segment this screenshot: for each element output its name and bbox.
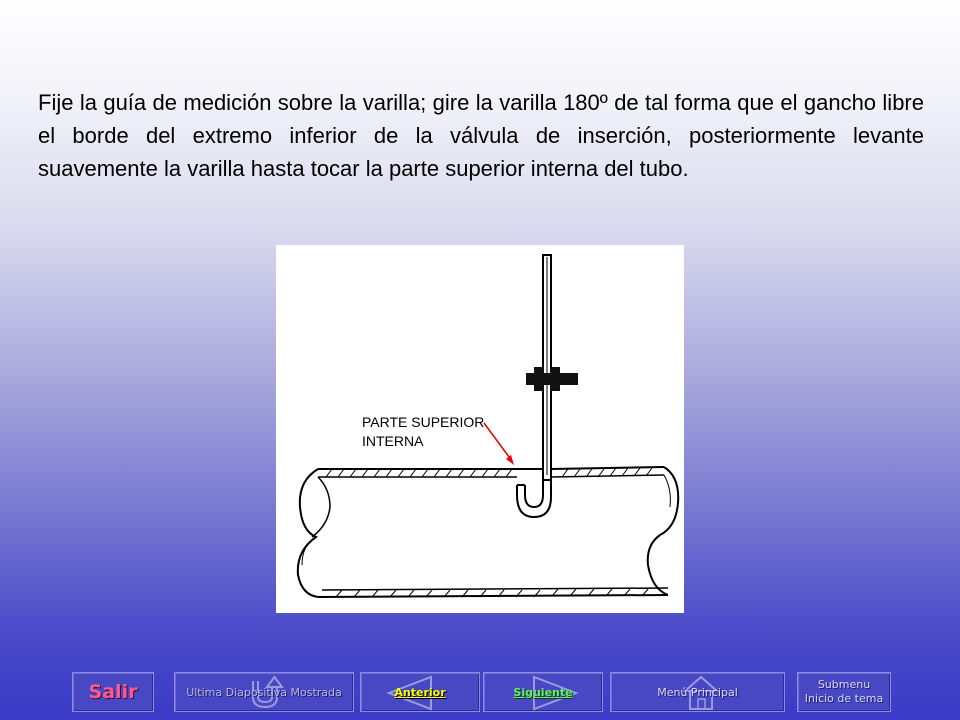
next-button[interactable] — [483, 672, 603, 712]
pointer-arrow — [484, 423, 514, 465]
previous-label: Anterior — [394, 685, 446, 699]
instruction-text: Fije la guía de medición sobre la varilla; gire la varilla 180º de tal forma que el gancho libre el borde del extremo inferior de la válvula de inserción, posteriormente levante suavemente la varilla hasta tocar la parte superior interna del tubo. — [38, 90, 924, 181]
submenu-button[interactable] — [797, 672, 891, 712]
last-slide-shown-label: Ultima Diapositiva Mostrada — [186, 685, 342, 699]
figure-label-line2: INTERNA — [362, 433, 424, 449]
pipe — [298, 467, 678, 597]
measuring-guide-clamp — [526, 367, 578, 391]
salir-label: Salir — [88, 681, 138, 703]
previous-button[interactable] — [360, 672, 480, 712]
main-menu-button[interactable] — [610, 672, 785, 712]
submenu-label: Submenu — [817, 678, 871, 692]
pipe-diagram-svg — [276, 245, 684, 613]
main-menu-label: Menú Principal — [657, 685, 738, 699]
figure-label-line1: PARTE SUPERIOR — [362, 414, 485, 430]
salir-button[interactable] — [72, 672, 154, 712]
next-label: Siguiente — [513, 685, 573, 699]
last-slide-shown-button[interactable] — [174, 672, 354, 712]
pipe-diagram — [276, 245, 684, 613]
topic-start-label: Inicio de tema — [804, 692, 884, 705]
